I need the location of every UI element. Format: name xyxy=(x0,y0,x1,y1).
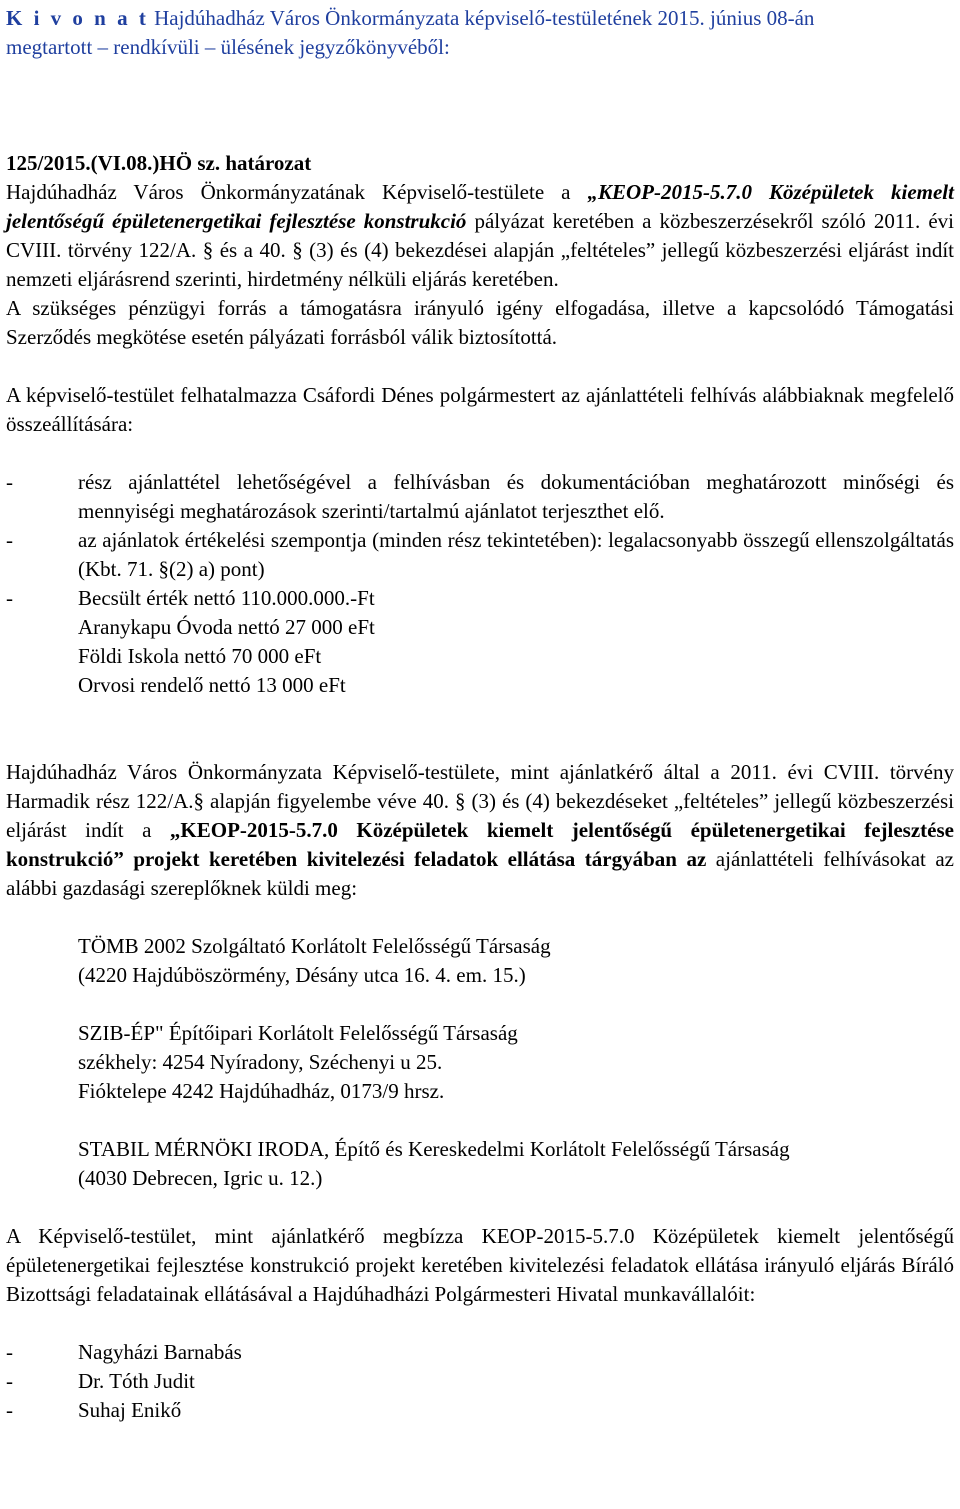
list-item: - Nagyházi Barnabás xyxy=(6,1340,242,1364)
resolution-paragraph-4: Hajdúhadház Város Önkormányzata Képviselő-testülete, mint ajánlatkérő által a 2011. évi CVIII. törvény Harmadik rész 122/A.§ alapján figyelembe véve 40. § (3) és (4) bekezdéseket „feltételes” jellegű közbeszerzési eljárást indít a „KEOP-2015-5.7.0 Középületek kiemelt jelentőségű épületenergetikai fejlesztése konstrukció” projekt keretében kivitelezési feladatok ellátása tárgyában az ajánlattételi felhívásokat az alábbi gazdasági szereplőknek küldi meg: xyxy=(6,760,954,900)
estimate-breakdown xyxy=(6,613,954,700)
company-entry: STABIL MÉRNÖKI IRODA, Építő és Kereskedelmi Korlátolt Felelősségű Társaság (4030 Debrecen, Igric u. 12.) xyxy=(78,1137,790,1190)
document-header xyxy=(6,4,954,62)
resolution-paragraph-3: A képviselő-testület felhatalmazza Csáfordi Dénes polgármestert az ajánlattételi felhívás alábbiaknak megfelelő összeállítására: xyxy=(6,383,954,436)
project-title: Középületek kiemelt jelentőségű épületenergetikai fejlesztése konstrukció xyxy=(6,180,954,233)
header-line-1: Hajdúhadház Város Önkormányzata képviselő-testületének 2015. június 08-án xyxy=(148,6,815,30)
list-item: - Suhaj Enikő xyxy=(6,1398,182,1422)
estimate-line: Földi Iskola nettó 70 000 eFt xyxy=(78,644,322,668)
resolution-number: 125/2015.(VI.08.)HÖ sz. határozat xyxy=(6,151,312,175)
header-line-2: megtartott – rendkívüli – ülésének jegyzőkönyvéből: xyxy=(6,35,450,59)
company-entry: TÖMB 2002 Szolgáltató Korlátolt Felelősségű Társaság (4220 Hajdúböszörmény, Désány utca 16. 4. em. 15.) xyxy=(78,934,551,987)
resolution-paragraph-1: Hajdúhadház Város Önkormányzatának Képviselő-testülete a „KEOP-2015-5.7.0 Középületek kiemelt jelentőségű épületenergetikai fejlesztése konstrukció pályázat keretében a közbeszerzésekről szóló 2011. évi CVIII. törvény 122/A. § és a 40. § (3) és (4) bekezdései alapján „feltételes” jellegű közbeszerzési eljárást indít nemzeti eljárásrend szerinti, hirdetmény nélküli eljárás keretében. xyxy=(6,180,955,291)
company-entry: SZIB-ÉP" Építőipari Korlátolt Felelősségű Társaság székhely: 4254 Nyíradony, Széchenyi u 25. Fióktelepe 4242 Hajdúhadház, 0173/9 hrsz. xyxy=(78,1021,518,1103)
estimate-line: Aranykapu Óvoda nettó 27 000 eFt xyxy=(78,615,375,639)
list-item: - Dr. Tóth Judit xyxy=(6,1369,195,1393)
document-page xyxy=(6,4,954,1425)
kivonat-label: K i v o n a t xyxy=(6,6,149,30)
criteria-list xyxy=(6,468,954,700)
list-item: - az ajánlatok értékelési szempontja (minden rész tekintetében): legalacsonyabb összegű ellenszolgáltatás (Kbt. 71. §(2) a) pont) xyxy=(6,528,954,581)
committee-members xyxy=(6,1338,954,1425)
resolution-paragraph-5: A Képviselő-testület, mint ajánlatkérő megbízza KEOP-2015-5.7.0 Középületek kiemelt jelentőségű épületenergetikai fejlesztése konstrukció projekt keretében kivitelezési feladatok ellátása irányuló eljárás Bíráló Bizottsági feladatainak ellátásával a Hajdúhadházi Polgármesteri Hivatal munkavállalóit: xyxy=(6,1224,954,1306)
list-item: - rész ajánlattétel lehetőségével a felhívásban és dokumentációban meghatározott minőségi és mennyiségi meghatározások szerinti/tartalmú ajánlatot terjeszthet elő. xyxy=(6,470,954,523)
list-item: - Becsült érték nettó 110.000.000.-Ft xyxy=(6,586,375,610)
company-list xyxy=(6,932,954,1193)
estimate-line: Orvosi rendelő nettó 13 000 eFt xyxy=(78,673,346,697)
resolution-paragraph-2: A szükséges pénzügyi forrás a támogatásra irányuló igény elfogadása, illetve a kapcsolódó Támogatási Szerződés megkötése esetén pályázati forrásból válik biztosítottá. xyxy=(6,296,954,349)
keop-code: „KEOP-2015-5.7.0 xyxy=(587,180,752,204)
project-subject: „KEOP-2015-5.7.0 Középületek kiemelt jelentőségű épületenergetikai fejlesztése konstrukció” projekt keretében kivitelezési feladatok ellátása tárgyában az xyxy=(6,818,954,871)
